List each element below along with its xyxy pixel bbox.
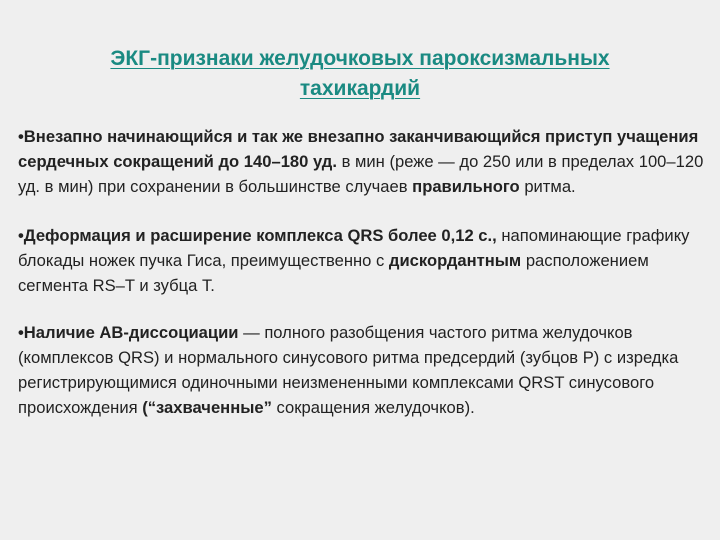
bullet-text-run: ритма. xyxy=(519,177,576,196)
bullet-text-run: в мин (реже — до 250 или в пределах 100–120 уд. в мин) при сохранении в большинстве случаев xyxy=(18,152,704,196)
bullet-text-run: •Деформация и расширение комплекса QRS более 0,12 с., xyxy=(18,226,497,245)
bullet-text-run: (“захваченные” xyxy=(142,398,272,417)
bullet-text-run: дискордантным xyxy=(388,251,522,270)
bullet-text-run: •Внезапно начинающийся и так же внезапно заканчивающийся приступ учащения сердечных сокращений до 140–180 уд. xyxy=(18,127,699,171)
bullet-text-run: правильного xyxy=(412,177,520,196)
bullet-paroxysm-onset xyxy=(18,124,708,199)
slide-title xyxy=(0,44,720,104)
bullet-text-run: напоминающие графику блокады ножек пучка Гиса, преимущественно с xyxy=(18,226,690,270)
slide-body xyxy=(18,124,708,444)
bullet-text-run: сокращения желудочков). xyxy=(271,398,475,417)
bullet-av-dissociation xyxy=(18,320,708,420)
bullet-qrs-deformation xyxy=(18,223,708,298)
bullet-text-run: расположением сегмента RS–T и зубца Т. xyxy=(18,251,649,295)
slide-title-line-2: тахикардий xyxy=(299,77,421,100)
bullet-text-run: •Наличие АВ-диссоциации xyxy=(18,323,239,342)
bullet-text-run: — полного разобщения частого ритма желудочков (комплексов QRS) и нормального синусового ритма предсердий (зубцов Р) с изредка регистрирующимися одиночными неизмененными комплексами QRST синусового происхождения xyxy=(18,323,679,417)
slide-title-line-1: ЭКГ-признаки желудочковых пароксизмальных xyxy=(110,47,610,70)
